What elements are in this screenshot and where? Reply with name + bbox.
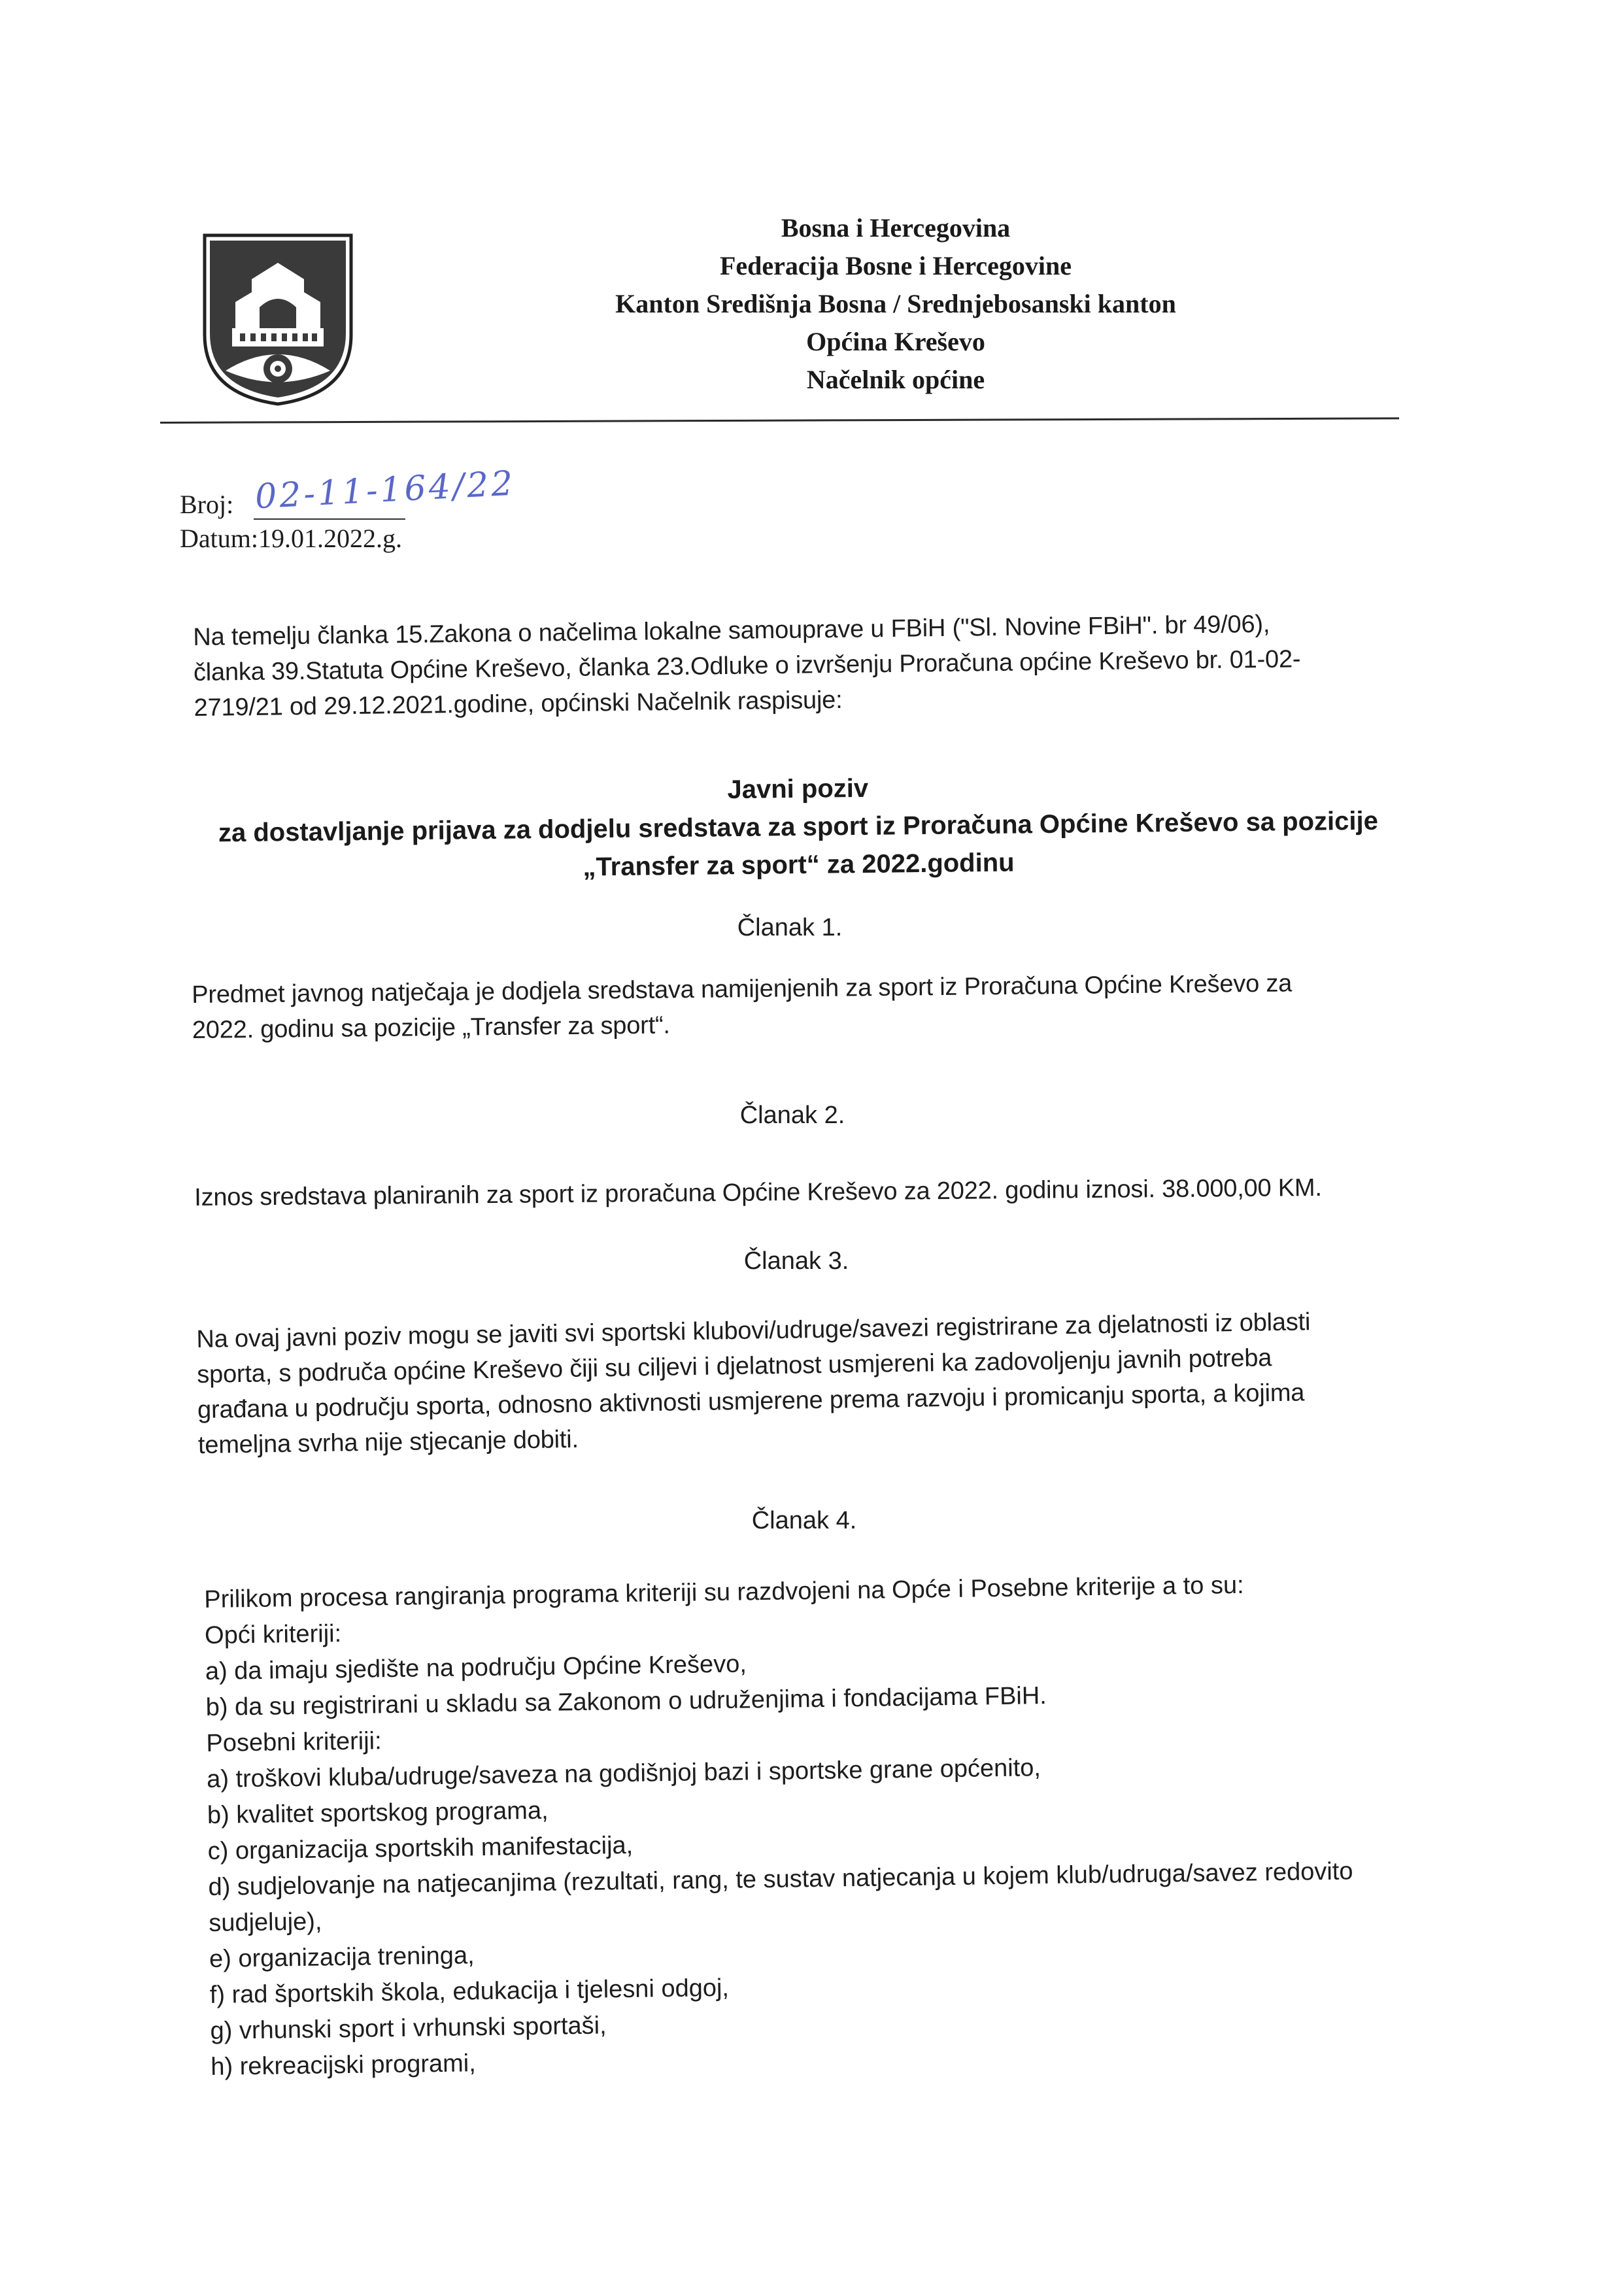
- title-line-2: za dostavljanje prijava za dodjelu sredstava za sport iz Proračuna Općine Kreševo sa pozicije: [218, 806, 1379, 848]
- article-line: Predmet javnog natječaja je dodjela sredstava namijenjenih za sport iz Proračuna Općine Kreševo za: [192, 970, 1293, 1009]
- header-canton: Kanton Središnja Bosna / Srednjebosanski kanton: [615, 289, 1176, 318]
- broj-handwritten-value: 02-11-164/22: [254, 464, 516, 517]
- article-line: Iznos sredstava planiranih za sport iz proračuna Općine Kreševo za 2022. godinu iznosi. 38.000,00 KM.: [194, 1173, 1322, 1211]
- article-1-heading: Članak 1.: [737, 914, 843, 941]
- title-line-3: „Transfer za sport“ za 2022.godinu: [583, 848, 1015, 882]
- broj-label: Broj:: [180, 490, 234, 519]
- header-municipality: Općina Kreševo: [806, 327, 985, 356]
- datum: Datum:19.01.2022.g.: [180, 524, 402, 553]
- list-item: e) organizacija treninga,: [209, 1942, 475, 1973]
- list-item: f) rad športskih škola, edukacija i tjelesni odgoj,: [209, 1974, 730, 2009]
- list-item: d) sudjelovanje na natjecanjima (rezultati, rang, te sustav natjecanja u kojem klub/udruga/savez redovito: [208, 1857, 1353, 1901]
- intro-paragraph: [193, 605, 1404, 726]
- intro-line: članka 39.Statuta Općine Kreševo, članka 23.Odluke o izvršenju Proračuna općine Kreševo br. 01-02-: [193, 645, 1301, 686]
- header-divider: [160, 417, 1399, 424]
- broj-underline: [254, 518, 405, 520]
- list-item: a) da imaju sjedište na području Općine Kreševo,: [205, 1650, 747, 1685]
- article-3-heading: Članak 3.: [743, 1247, 849, 1275]
- article-4-heading: Članak 4.: [751, 1507, 857, 1534]
- criteria-heading-special: Posebni kriteriji:: [206, 1727, 382, 1757]
- article-1-text: [192, 965, 1402, 1048]
- article-3-text: [196, 1303, 1408, 1463]
- header-federation: Federacija Bosne i Hercegovine: [719, 251, 1072, 280]
- article-line: građana u području sporta, odnosno aktivnosti usmjerene prema razvoju i promicanju sporta, a kojima: [197, 1379, 1305, 1424]
- letterhead: [549, 209, 1242, 399]
- list-item: a) troškovi kluba/udruge/saveza na godišnjoj bazi i sportske grane općenito,: [206, 1754, 1041, 1793]
- title-line-1: Javni poziv: [727, 773, 869, 805]
- coat-of-arms-logo: [199, 230, 356, 408]
- list-item: g) vrhunski sport i vrhunski sportaši,: [210, 2012, 607, 2045]
- article-line: 2022. godinu sa pozicije „Transfer za sport“.: [192, 1011, 670, 1044]
- header-office: Načelnik općine: [806, 365, 985, 394]
- criteria-heading-general: Opći kriteriji:: [204, 1620, 342, 1649]
- intro-line: Na temelju članka 15.Zakona o načelima lokalne samouprave u FBiH ("Sl. Novine FBiH". br 49/06),: [193, 610, 1270, 651]
- article-line: Prilikom procesa rangiranja programa kriteriji su razdvojeni na Opće i Posebne kriterije a to su:: [204, 1571, 1244, 1613]
- list-item-continuation: sudjeluje),: [208, 1908, 322, 1937]
- list-item: b) kvalitet sportskog programa,: [207, 1796, 549, 1829]
- list-item: c) organizacija sportskih manifestacija,: [207, 1831, 634, 1865]
- article-line: Na ovaj javni poziv mogu se javiti svi sportski klubovi/udruge/savezi registrirane za djelatnosti iz oblasti: [196, 1308, 1311, 1353]
- document-title: [196, 764, 1400, 890]
- article-2-heading: Članak 2.: [739, 1102, 845, 1129]
- article-2-text: [194, 1170, 1404, 1215]
- list-item: b) da su registrirani u skladu sa Zakonom o udruženjima i fondacijama FBiH.: [205, 1682, 1047, 1721]
- article-line: temeljna svrha nije stjecanje dobiti.: [197, 1425, 579, 1459]
- list-item: h) rekreacijski programi,: [211, 2049, 477, 2081]
- article-4-text: [204, 1565, 1421, 2085]
- header-country: Bosna i Hercegovina: [781, 213, 1011, 243]
- article-line: sporta, s područa općine Kreševo čiji su ciljevi i djelatnost usmjereni ka zadovoljenju javnih potreba: [196, 1344, 1272, 1389]
- intro-line: 2719/21 od 29.12.2021.godine, općinski Načelnik raspisuje:: [194, 686, 843, 722]
